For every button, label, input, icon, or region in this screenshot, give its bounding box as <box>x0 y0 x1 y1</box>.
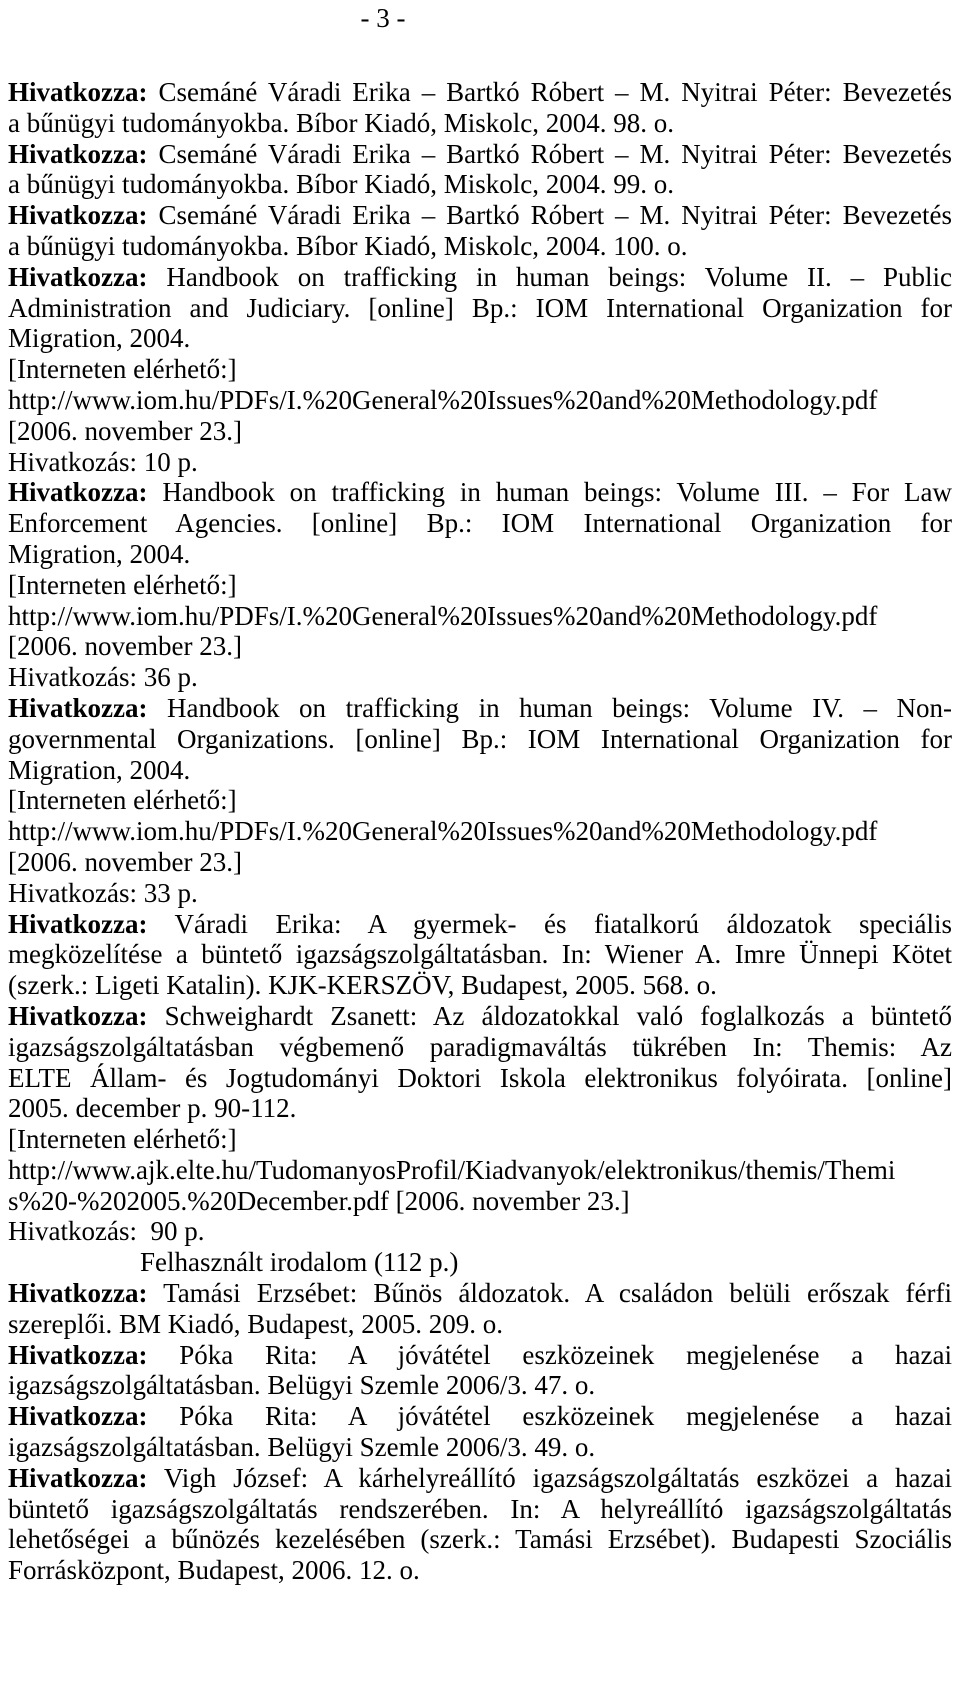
citation-line: Migration, 2004. <box>8 754 191 785</box>
citation-line <box>8 77 952 108</box>
availability-note: [Interneten elérhető:] <box>8 354 237 385</box>
citation-line: ELTE Állam- és Jogtudományi Doktori Iskola elektronikus folyóirata. [online] <box>8 1062 952 1093</box>
citation-text: Handbook on trafficking in human beings: Volume IV. – Non- <box>167 692 953 723</box>
citation-label: Hivatkozza: <box>8 1339 148 1370</box>
citation-line <box>8 477 952 508</box>
citation-line: Enforcement Agencies. [online] Bp.: IOM International Organization for <box>8 508 952 539</box>
citation-label: Hivatkozza: <box>8 77 148 107</box>
citation <box>8 693 952 909</box>
citation-line: büntető igazságszolgáltatás rendszerében. In: A helyreállító igazságszolgáltatás <box>8 1493 952 1524</box>
citation-label: Hivatkozza: <box>8 477 148 508</box>
citation <box>8 1340 952 1402</box>
citation-line: a bűnügyi tudományokba. Bíbor Kiadó, Miskolc, 2004. 99. o. <box>8 169 674 200</box>
citation-label: Hivatkozza: <box>8 692 148 723</box>
citation-text: Póka Rita: A jóvátétel eszközeinek megjelenése a hazai <box>179 1401 952 1432</box>
citation-line: 2005. december p. 90-112. <box>8 1093 297 1124</box>
citation-line <box>8 1463 952 1494</box>
citation-label: Hivatkozza: <box>8 1462 148 1493</box>
citation-label: Hivatkozza: <box>8 1278 148 1309</box>
citation-label: Hivatkozza: <box>8 908 148 939</box>
citation <box>8 77 952 139</box>
citation-line: igazságszolgáltatásban. Belügyi Szemle 2006/3. 49. o. <box>8 1432 596 1463</box>
citation-text: Póka Rita: A jóvátétel eszközeinek megjelenése a hazai <box>179 1339 952 1370</box>
citation-text: Váradi Erika: A gyermek- és fiatalkorú áldozatok speciális <box>174 908 952 939</box>
url-text: http://www.ajk.elte.hu/TudomanyosProfil/Kiadvanyok/elektronikus/themis/Themi <box>8 1154 896 1185</box>
document-body <box>8 77 952 1586</box>
citation-line: a bűnügyi tudományokba. Bíbor Kiadó, Miskolc, 2004. 100. o. <box>8 230 688 261</box>
url-text: http://www.iom.hu/PDFs/I.%20General%20Issues%20and%20Methodology.pdf <box>8 816 878 847</box>
citation <box>8 477 952 693</box>
citation-line <box>8 1001 952 1032</box>
citation-page-ref: Hivatkozás: 36 p. <box>8 662 198 693</box>
citation-line: Forrásközpont, Budapest, 2006. 12. o. <box>8 1555 420 1586</box>
citation-line <box>8 693 952 724</box>
availability-note: [Interneten elérhető:] <box>8 569 237 600</box>
citation-label: Hivatkozza: <box>8 261 148 292</box>
access-date: [2006. november 23.] <box>8 631 242 662</box>
citation-text: Handbook on trafficking in human beings: Volume II. – Public <box>166 261 952 292</box>
citation-line: governmental Organizations. [online] Bp.: IOM International Organization for <box>8 723 952 754</box>
citation <box>8 200 952 262</box>
citation-text: Handbook on trafficking in human beings: Volume III. – For Law <box>162 477 952 508</box>
citation-text: Schweighardt Zsanett: Az áldozatokkal való foglalkozás a büntető <box>164 1000 952 1031</box>
citation-line <box>8 909 952 940</box>
citation-page-ref: Hivatkozás: 33 p. <box>8 877 198 908</box>
section-heading: Felhasznált irodalom (112 p.) <box>140 1247 459 1278</box>
citation-text: Csemáné Váradi Erika – Bartkó Róbert – M. Nyitrai Péter: Bevezetés <box>158 138 952 169</box>
citation-line <box>8 139 952 170</box>
citation-line <box>8 262 952 293</box>
citation-text: Tamási Erzsébet: Bűnös áldozatok. A családon belüli erőszak férfi <box>163 1278 952 1309</box>
access-date: [2006. november 23.] <box>8 846 242 877</box>
citation-line: Migration, 2004. <box>8 323 191 354</box>
citation-line: igazságszolgáltatásban végbemenő paradigmaváltás tükrében In: Themis: Az <box>8 1031 952 1062</box>
url-text: http://www.iom.hu/PDFs/I.%20General%20Issues%20and%20Methodology.pdf <box>8 384 878 415</box>
citation-page-ref: Hivatkozás: 10 p. <box>8 446 198 477</box>
citation-line <box>8 1340 952 1371</box>
citation-line <box>8 1278 952 1309</box>
citation-line: lehetőségei a bűnözés kezelésében (szerk.: Tamási Erzsébet). Budapesti Szociális <box>8 1524 952 1555</box>
citation <box>8 909 952 1001</box>
citation-line: megközelítése a büntető igazságszolgáltatásban. In: Wiener A. Imre Ünnepi Kötet <box>8 939 952 970</box>
page-number: - 3 - <box>360 3 406 33</box>
access-date: [2006. november 23.] <box>8 415 242 446</box>
citation-line <box>8 200 952 231</box>
citation-line: szereplői. BM Kiadó, Budapest, 2005. 209. o. <box>8 1308 503 1339</box>
citation-label: Hivatkozza: <box>8 138 148 169</box>
citation-line: Administration and Judiciary. [online] Bp.: IOM International Organization for <box>8 292 952 323</box>
citation <box>8 1278 952 1340</box>
citation <box>8 262 952 478</box>
availability-note: [Interneten elérhető:] <box>8 785 237 816</box>
citation-text: Vigh József: A kárhelyreállító igazságszolgáltatás eszközei a hazai <box>163 1462 952 1493</box>
citation <box>8 139 952 201</box>
citation-text: Csemáné Váradi Erika – Bartkó Róbert – M. Nyitrai Péter: Bevezetés <box>158 200 952 231</box>
citation-page-ref: Hivatkozás: 90 p. <box>8 1216 205 1247</box>
url-text: s%20-%202005.%20December.pdf [2006. november 23.] <box>8 1185 630 1216</box>
citation-text: Csemáné Váradi Erika – Bartkó Róbert – M. Nyitrai Péter: Bevezetés <box>158 77 952 107</box>
citation-label: Hivatkozza: <box>8 200 148 231</box>
citation <box>8 1001 952 1247</box>
citation-line: Migration, 2004. <box>8 538 191 569</box>
availability-note: [Interneten elérhető:] <box>8 1124 237 1155</box>
citation-line <box>8 1401 952 1432</box>
citation <box>8 1463 952 1586</box>
citation-line: a bűnügyi tudományokba. Bíbor Kiadó, Miskolc, 2004. 98. o. <box>8 107 674 138</box>
citation-line: igazságszolgáltatásban. Belügyi Szemle 2006/3. 47. o. <box>8 1370 596 1401</box>
citation-label: Hivatkozza: <box>8 1000 148 1031</box>
citation-line: (szerk.: Ligeti Katalin). KJK-KERSZÖV, Budapest, 2005. 568. o. <box>8 970 717 1001</box>
citation <box>8 1401 952 1463</box>
url-text: http://www.iom.hu/PDFs/I.%20General%20Issues%20and%20Methodology.pdf <box>8 600 878 631</box>
citation-label: Hivatkozza: <box>8 1401 148 1432</box>
